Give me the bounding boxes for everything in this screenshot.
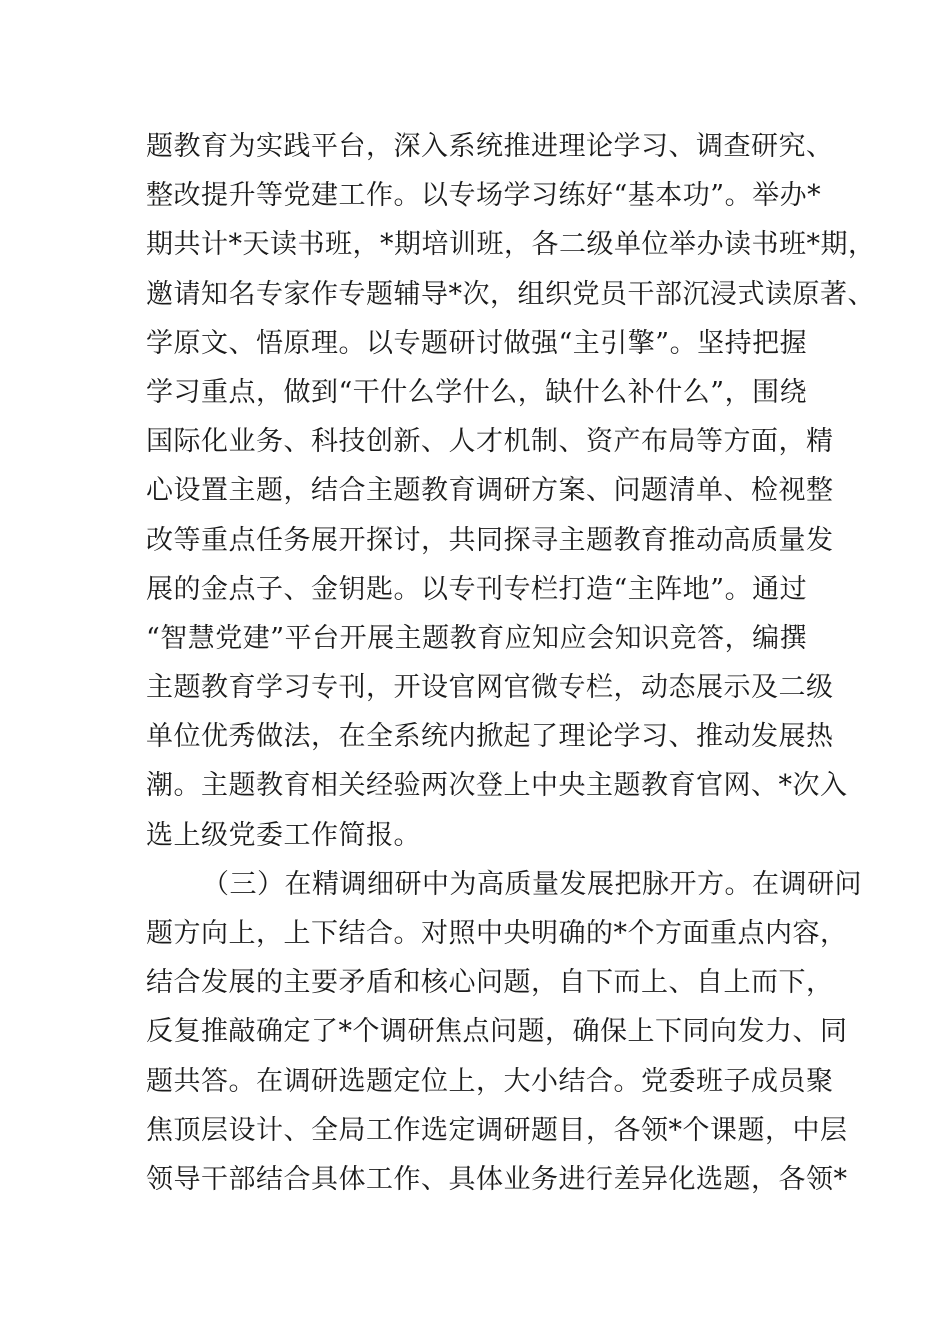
text-line: 反复推敲确定了*个调研焦点问题，确保上下同向发力、同 [146, 1016, 848, 1048]
text-line: 题教育为实践平台，深入系统推进理论学习、调查研究、 [146, 131, 834, 162]
text-line: 改等重点任务展开探讨，共同探寻主题教育推动高质量发 [146, 524, 834, 556]
text-line: 学原文、悟原理。以专题研讨做强“主引擎”。坚持把握 [146, 327, 808, 359]
text-line: 焦顶层设计、全局工作选定调研题目，各领*个课题，中层 [146, 1114, 848, 1146]
text-line: 单位优秀做法，在全系统内掀起了理论学习、推动发展热 [146, 721, 834, 753]
text-line: 潮。主题教育相关经验两次登上中央主题教育官网、*次入 [146, 770, 848, 802]
text-line: “智慧党建”平台开展主题教育应知应会知识竞答，编撰 [146, 622, 808, 654]
text-line: 选上级党委工作简报。 [146, 819, 421, 851]
section-heading-line: （三）在精调细研中为高质量发展把脉开方。在调研问 [202, 868, 862, 900]
text-line: 整改提升等党建工作。以专场学习练好“基本功”。举办* [146, 180, 822, 212]
text-line: 领导干部结合具体工作、具体业务进行差异化选题，各领* [146, 1163, 848, 1195]
text-line: 邀请知名专家作专题辅导*次，组织党员干部沉浸式读原著、 [146, 278, 875, 310]
text-line: 主题教育学习专刊，开设官网官微专栏，动态展示及二级 [146, 672, 834, 704]
text-line: 国际化业务、科技创新、人才机制、资产布局等方面，精 [146, 426, 834, 458]
text-line: 学习重点，做到“干什么学什么，缺什么补什么”，围绕 [146, 376, 808, 408]
text-line: 题共答。在调研选题定位上，大小结合。党委班子成员聚 [146, 1065, 834, 1097]
text-line: 期共计*天读书班，*期培训班，各二级单位举办读书班*期， [146, 229, 876, 261]
text-line: 结合发展的主要矛盾和核心问题，自下而上、自上而下， [146, 967, 834, 999]
text-line: 题方向上，上下结合。对照中央明确的*个方面重点内容， [146, 918, 848, 949]
text-line: 展的金点子、金钥匙。以专刊专栏打造“主阵地”。通过 [146, 573, 808, 605]
body-text [146, 122, 876, 1204]
text-line: 心设置主题，结合主题教育调研方案、问题清单、检视整 [146, 475, 834, 507]
